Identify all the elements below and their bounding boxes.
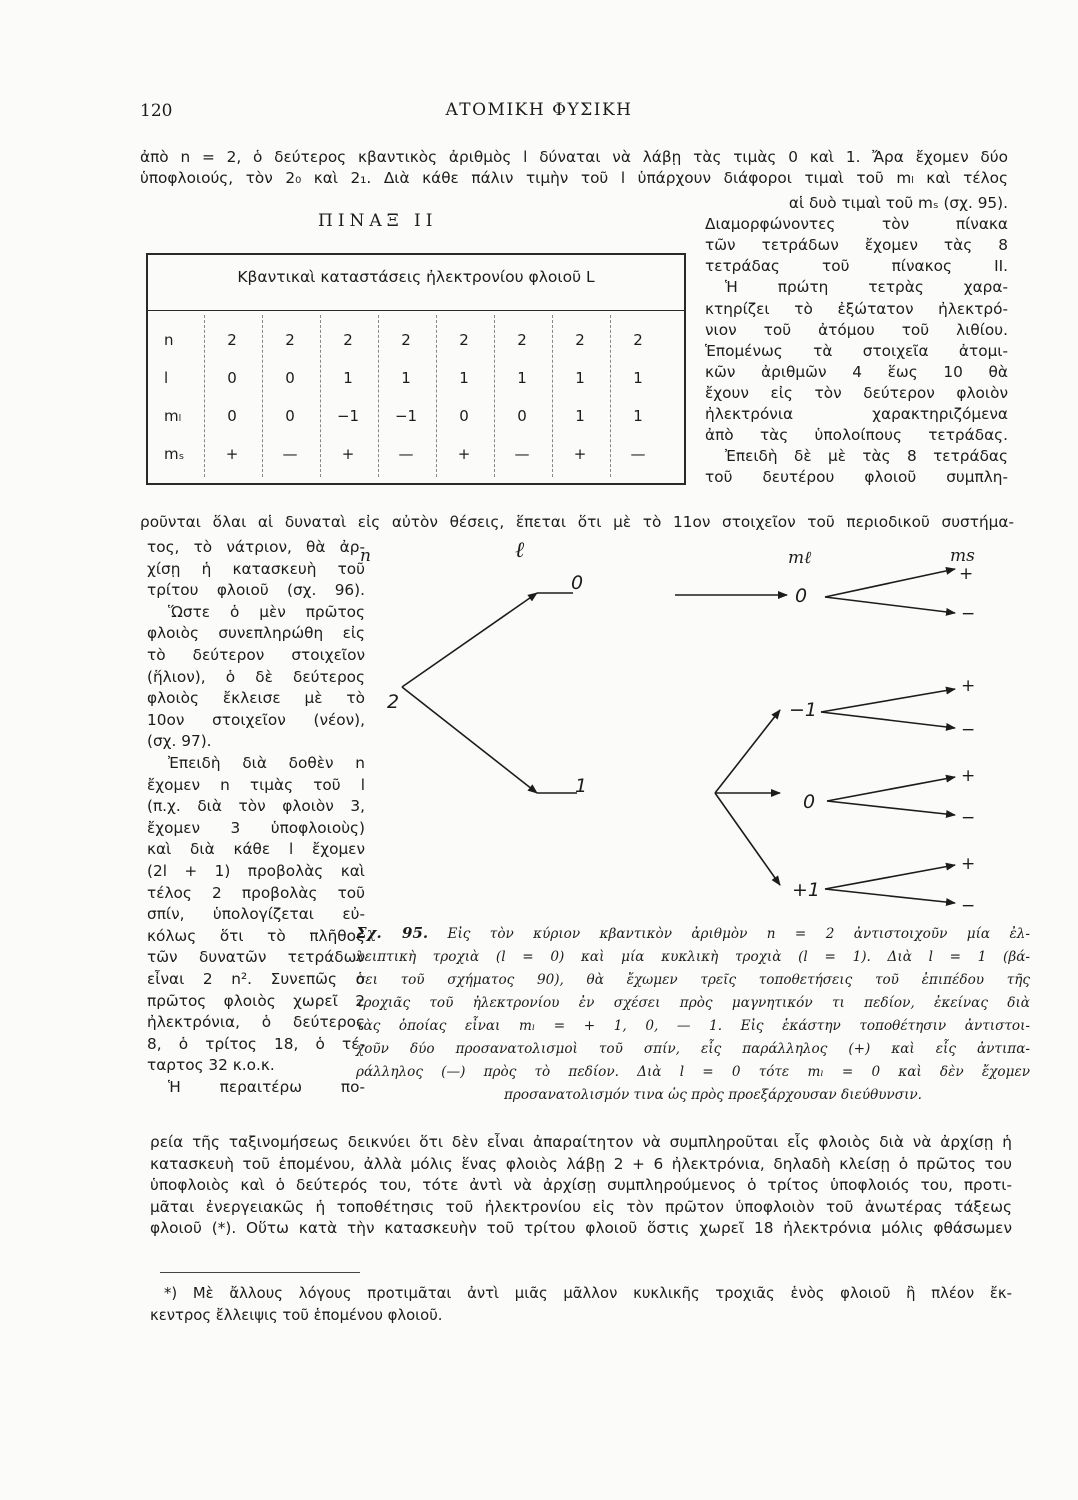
- text-line: κατασκευὴ τοῦ ἑπομένου, ἀλλὰ μόλις ἕνας φλοιὸς λάβῃ 2 + 6 ἠλεκτρόνια, δηλαδὴ κλείσῃ ὁ πρῶτος του: [150, 1154, 1012, 1173]
- text-line: Ἡ περαιτέρω πο-: [168, 1078, 365, 1096]
- table-cell: 2: [227, 331, 237, 349]
- table-cell: 0: [227, 369, 237, 387]
- row-label: mₛ: [164, 445, 185, 463]
- text-line: πρῶτος φλοιὸς χωρεῖ 2: [147, 991, 365, 1010]
- header-n: n: [360, 546, 371, 566]
- table-cell: 2: [459, 331, 469, 349]
- text-line: ἠλεκτρόνια, ὁ δεύτερος: [147, 1013, 365, 1032]
- text-line: τετράδας τοῦ πίνακος II.: [705, 257, 1008, 276]
- caption-line: σει τοῦ σχήματος 90), θὰ ἔχωμεν τρεῖς τοποθετήσεις τοῦ ἐπιπέδου τῆς: [356, 972, 1030, 988]
- table-cell: 1: [459, 369, 469, 387]
- text-line: Ἐπειδὴ διὰ δοθὲν n: [168, 754, 365, 772]
- spin-arrow: [825, 865, 955, 889]
- ml-value-plus1: +1: [792, 879, 821, 901]
- table-cell: 1: [401, 369, 411, 387]
- table-caption: Κβαντικαὶ καταστάσεις ἠλεκτρονίου φλοιοῦ L: [237, 268, 595, 286]
- text-line: (ἥλιον), ὁ δὲ δεύτερος: [147, 667, 365, 686]
- caption-line: ράλληλος (—) πρὸς τὸ πεδίον. Διὰ l = 0 τότε mₗ = 0 καὶ δὲν ἔχομεν: [356, 1064, 1030, 1080]
- spin-plus: +: [959, 564, 974, 584]
- text-line: καὶ διὰ κάθε l ἔχομεν: [147, 840, 365, 859]
- table-cell: 0: [285, 369, 295, 387]
- caption-line: [356, 922, 1030, 946]
- table-cell: 2: [285, 331, 295, 349]
- column-separator: [320, 315, 321, 477]
- text-line: κόλως ὅτι τὸ πλῆθος: [147, 926, 365, 945]
- text-line: Ἑπομένως τὰ στοιχεῖα ἀτομι-: [705, 341, 1008, 360]
- text-line: τὸ δεύτερον στοιχεῖον: [147, 646, 365, 664]
- table-heading: ΠΙΝΑΞ II: [318, 211, 438, 231]
- column-separator: [610, 315, 611, 477]
- figure-label: Σχ. 95.: [356, 924, 429, 942]
- table-cell: —: [282, 445, 298, 463]
- table-cell: 0: [285, 407, 295, 425]
- arrow-l1-to-mlplus1: [715, 793, 780, 885]
- running-title: ΑΤΟΜΙΚΗ ΦΥΣΙΚΗ: [445, 100, 633, 120]
- row-label: l: [164, 369, 169, 387]
- text-line: Ἡ πρώτη τετρὰς χαρα-: [725, 278, 1008, 297]
- spin-arrow: [827, 801, 955, 815]
- column-separator: [262, 315, 263, 477]
- text-line: νιον τοῦ ἀτόμου τοῦ λιθίου.: [705, 320, 1008, 339]
- footnote-line: κεντρος ἔλλειψις τοῦ ἑπομένου φλοιοῦ.: [150, 1307, 443, 1324]
- header-ml: mℓ: [788, 548, 812, 568]
- text-line: τοῦ δευτέρου φλοιοῦ συμπλη-: [705, 468, 1008, 487]
- table-cell: 2: [343, 331, 353, 349]
- spin-minus: −: [961, 808, 976, 828]
- row-label: mₗ: [164, 407, 182, 425]
- footnote-line: *) Μὲ ἄλλους λόγους προτιμᾶται ἀντὶ μιᾶς μᾶλλον κυκλικῆς τροχιᾶς ἑνὸς φλοιοῦ ἢ πλέον ἔκ-: [164, 1285, 1012, 1302]
- spin-arrow: [825, 597, 955, 613]
- page-number: 120: [140, 101, 173, 121]
- header-ms: ms: [950, 546, 975, 566]
- text-line: φλοιὸς ἔκλεισε μὲ τὸ: [147, 689, 365, 708]
- footnote: [150, 1283, 1012, 1327]
- spin-arrow: [821, 712, 955, 728]
- table-cell: —: [398, 445, 414, 463]
- text-line: ρεία τῆς ταξινομήσεως δεικνύει ὅτι δὲν εἶναι ἀπαραίτητον νὰ συμπληροῦται εἷς φλοιὸς διὰ νὰ ἀρχίσῃ ἡ: [150, 1133, 1012, 1151]
- caption-line: τροχιᾶς τοῦ ἠλεκτρονίου ἐν σχέσει πρὸς μαγνητικόν τι πεδίον, ἐκείνας διὰ: [356, 995, 1030, 1011]
- ml-value-0-top: 0: [795, 585, 808, 607]
- table-cell: —: [514, 445, 530, 463]
- figure-95-diagram: [355, 535, 1015, 915]
- text-line: φλοιοῦ (*). Οὕτω κατὰ τὴν κατασκευὴν τοῦ τρίτου φλοιοῦ ὅστις χωρεῖ 18 ἠλεκτρόνια μόλις φθάσωμεν: [150, 1219, 1012, 1238]
- text-line: τος, τὸ νάτριον, θὰ ἀρ-: [147, 538, 365, 556]
- table-cell: 2: [575, 331, 585, 349]
- table-cell: 0: [459, 407, 469, 425]
- table-cell: 0: [227, 407, 237, 425]
- table-cell: 1: [343, 369, 353, 387]
- caption-text: Εἰς τὸν κύριον κβαντικὸν ἀριθμὸν n = 2 ἀντιστοιχοῦν μία ἐλ-: [447, 926, 1031, 942]
- text-line: τῶν δυνατῶν τετράδων: [147, 948, 365, 967]
- spin-plus: +: [961, 854, 976, 874]
- footnote-rule: [160, 1272, 360, 1273]
- table-cell: 1: [575, 369, 585, 387]
- text-line: ἠλεκτρόνια χαρακτηριζόμενα: [705, 405, 1008, 423]
- text-line: κτηρίζει τὸ ἐξώτατον ἠλεκτρό-: [705, 299, 1008, 318]
- text-line: φλοιὸς συνεπληρώθη εἰς: [147, 624, 365, 643]
- figure-caption: [356, 922, 1030, 1107]
- row-label: n: [164, 331, 174, 349]
- text-line: ταρτος 32 κ.ο.κ.: [147, 1056, 275, 1075]
- table-cell: −1: [394, 407, 418, 425]
- text-line: κῶν ἀριθμῶν 4 ἕως 10 θὰ: [705, 362, 1008, 381]
- spin-minus: −: [961, 604, 976, 624]
- text-line: τέλος 2 προβολὰς τοῦ: [147, 883, 365, 902]
- table-cell: 1: [633, 407, 643, 425]
- spin-arrow: [821, 689, 955, 712]
- table-cell: +: [457, 445, 471, 463]
- text-line: (π.χ. διὰ τὸν φλοιὸν 3,: [147, 797, 365, 816]
- ml-value-minus1: −1: [789, 699, 818, 721]
- spin-arrow: [825, 569, 955, 597]
- text-line: Ἐπειδὴ δὲ μὲ τὰς 8 τετράδας: [725, 447, 1008, 466]
- column-separator: [436, 315, 437, 477]
- caption-line: χοῦν δύο προσανατολισμοὶ τοῦ σπίν, εἷς παράλληλος (+) καὶ εἷς ἀντιπα-: [356, 1041, 1030, 1057]
- text-line: (2l + 1) προβολὰς καὶ: [147, 862, 365, 880]
- text-line: ἔχομεν n τιμὰς τοῦ l: [147, 775, 365, 794]
- quantum-states-table: [146, 253, 686, 485]
- header-l: ℓ: [515, 538, 525, 563]
- spin-arrow: [825, 889, 955, 903]
- table-cell: 0: [517, 407, 527, 425]
- text-line: (σχ. 97).: [147, 732, 212, 751]
- text-line: σπίν, ὑπολογίζεται εὐ-: [147, 905, 365, 924]
- text-line: Ὥστε ὁ μὲν πρῶτος: [168, 602, 365, 621]
- text-line: τρίτου φλοιοῦ (σχ. 96).: [147, 581, 365, 600]
- spin-plus: +: [961, 766, 976, 786]
- text-line: 8, ὁ τρίτος 18, ὁ τέ-: [147, 1034, 365, 1053]
- arrow-n-to-l1: [402, 687, 537, 793]
- text-line: χίσῃ ἡ κατασκευὴ τοῦ: [147, 559, 365, 578]
- table-cell: 2: [401, 331, 411, 349]
- n-value: 2: [387, 691, 400, 713]
- spin-minus: −: [961, 896, 976, 915]
- text-line: τῶν τετράδων ἔχομεν τὰς 8: [705, 236, 1008, 255]
- table-cell: 2: [517, 331, 527, 349]
- arrow-l1-to-mlminus1: [715, 710, 780, 793]
- arrow-n-to-l0: [402, 593, 537, 687]
- text-line: ὑποφλοιὸς καὶ ὁ δεύτερός του, τότε ἀντὶ νὰ ἀρχίσῃ συμπληρούμενος ὁ τρίτος ὑποφλοιός του, προτι-: [150, 1176, 1012, 1195]
- table-cell: 2: [633, 331, 643, 349]
- table-cell: —: [630, 445, 646, 463]
- column-separator: [552, 315, 553, 477]
- text-line: ἔχουν εἰς τὸν δεύτερον φλοιὸν: [705, 383, 1008, 402]
- text-line: Διαμορφώνοντες τὸν πίνακα: [705, 215, 1008, 234]
- ml-value-0: 0: [803, 791, 816, 813]
- text-line: εἶναι 2 n². Συνεπῶς ὁ: [147, 970, 365, 988]
- caption-line: προσανατολισμόν τινα ὡς πρὸς προεξάρχουσαν διεύθυνσιν.: [504, 1087, 922, 1103]
- column-separator: [204, 315, 205, 477]
- spin-arrow: [827, 777, 955, 801]
- column-separator: [378, 315, 379, 477]
- l-value-0: 0: [571, 572, 584, 594]
- text-line: μᾶται ἐνεργειακῶς ἡ τοποθέτησις τοῦ ἠλεκτρονίου εἰς τὸν πρῶτον ὑποφλοιὸν τοῦ ἀνωτέρας τάξεως: [150, 1197, 1012, 1216]
- table-cell: +: [341, 445, 355, 463]
- caption-line: τὰς ὁποίας εἶναι mₗ = + 1, 0, — 1. Εἰς ἑκάστην τοποθέτησιν ἀντιστοι-: [356, 1018, 1030, 1034]
- column-separator: [494, 315, 495, 477]
- text-line: ἀπὸ n = 2, ὁ δεύτερος κβαντικὸς ἀριθμὸς l δύναται νὰ λάβῃ τὰς τιμὰς 0 καὶ 1. Ἄρα ἔχομεν δύο: [140, 148, 1008, 166]
- spin-minus: −: [961, 720, 976, 740]
- table-divider: [148, 310, 684, 311]
- table-cell: 1: [633, 369, 643, 387]
- spin-plus: +: [961, 676, 976, 696]
- text-line: ἔχομεν 3 ὑποφλοιοὺς): [147, 818, 365, 837]
- table-cell: +: [225, 445, 239, 463]
- table-cell: +: [573, 445, 587, 463]
- text-line: ὑποφλοιούς, τὸν 2₀ καὶ 2₁. Διὰ κάθε πάλιν τιμὴν τοῦ l ὑπάρχουν διάφοροι τιμαὶ τοῦ mₗ καὶ τέλος: [140, 169, 1008, 187]
- text-line: 10ον στοιχεῖον (νέον),: [147, 710, 365, 729]
- text-line: ροῦνται ὅλαι αἱ δυναταὶ εἰς αὐτὸν θέσεις, ἕπεται ὅτι μὲ τὸ 11ον στοιχεῖον τοῦ περιοδικοῦ συστήμα-: [140, 513, 1014, 531]
- caption-line: λειπτικὴ τροχιὰ (l = 0) καὶ μία κυκλικὴ τροχιὰ (l = 1). Διὰ l = 1 (βά-: [356, 949, 1030, 965]
- l-value-1: 1: [575, 775, 588, 797]
- table-cell: 1: [517, 369, 527, 387]
- text-line: αἱ δυὸ τιμαὶ τοῦ mₛ (σχ. 95).: [788, 194, 1008, 212]
- text-line: ἀπὸ τὰς ὑπολοίπους τετράδας.: [705, 426, 1008, 445]
- table-cell: 1: [575, 407, 585, 425]
- table-cell: −1: [336, 407, 360, 425]
